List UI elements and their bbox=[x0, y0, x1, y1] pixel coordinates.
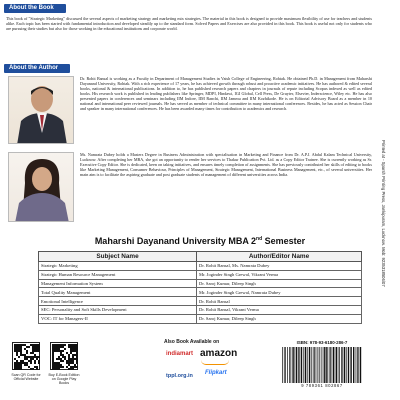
table-header-row bbox=[39, 252, 362, 262]
author2-bio: Ms. Namrata Dubey holds a Masters Degree in Business Administration with specialisation in Marketing and Finance from Dr. A.P.J. Abdul Kalam Technical University, Lucknow. After completing her MBA, she got an opportunity to render her services to Thakur Publication Pvt. Ltd. as a Copy Editor Trainee. She is currently working as Sr. Executive Copy Editor. She is dedicated, keen on taking initiatives, and ensures timely completion of assignments. She has previously contributed her skills of editing to books like Marketing Management, Consumer Behaviour, Principles of Management, Strategic Management, International Business Management, etc., of several universities. Her main aim is to facilitate the aspiring graduate and post graduate students of management of different universities across India. bbox=[80, 152, 372, 178]
table-row bbox=[39, 279, 362, 288]
about-author-heading: About the Author bbox=[4, 64, 70, 73]
about-book-text: This book of "Strategic Marketing" discussed the several aspects of marketing strategy and marketing mix strategies. The material in this book is designed to provide maximum flexibility of use for teachers and students alike. Each topic has been started with fundamental introduction and developed steadily up to the standard form. Solved Papers and Exercises are also provided in this book. This book is useful not only for students who are pursuing their studies but also for those working in the educational institutions and corporate world. bbox=[6, 16, 372, 32]
author-cell: Dr. Rohit Bansal, Vikrant Verma bbox=[197, 305, 362, 314]
barcode-digits: 9 789361 802867 bbox=[301, 383, 343, 388]
flipkart-logo: Flipkart bbox=[205, 370, 227, 376]
subject-cell: Strategic Marketing bbox=[39, 262, 197, 271]
col-subject-name: Subject Name bbox=[39, 252, 197, 262]
also-available-label: Also Book Available on bbox=[164, 339, 220, 345]
barcode-icon bbox=[280, 347, 364, 383]
col-author-editor: Author/Editor Name bbox=[197, 252, 362, 262]
author-cell: Dr. Rohit Bansal, Ms. Namrata Dubey bbox=[197, 262, 362, 271]
author-cell: Mr. Joginder Singh Grewal, Vikrant Verma bbox=[197, 270, 362, 279]
printer-info-vertical: Printed at - Sparsh Printing Press, Jankipuram, Lucknow. Mob: 9235318506/07 bbox=[381, 140, 386, 287]
qr-code-website[interactable] bbox=[12, 342, 40, 370]
subject-cell: Strategic Human Resource Management bbox=[39, 270, 197, 279]
table-row bbox=[39, 305, 362, 314]
back-cover-footer bbox=[0, 338, 400, 400]
author-cell: Dr. Saroj Kumar, Dileep Singh bbox=[197, 279, 362, 288]
subject-cell: Total Quality Management bbox=[39, 288, 197, 297]
amazon-smile-icon bbox=[201, 360, 229, 365]
about-book-heading: About the Book bbox=[4, 4, 66, 13]
table-row bbox=[39, 297, 362, 306]
author-cell: Mr. Joginder Singh Grewal, Namrata Dubey bbox=[197, 288, 362, 297]
author-photo-namrata-dubey bbox=[8, 152, 74, 222]
tppl-website-link[interactable]: tppl.org.in bbox=[166, 373, 193, 379]
author1-bio: Dr. Rohit Bansal is working as a Faculty in Department of Management Studies in Vaish College of Engineering, Rohtak. He obtained Ph.D. in Management from Maharshi Dayanand University, Rohtak. With a rich experience of 17 years, he has achieved growth through robust and proactive academic initiatives. He has authored & edited several books, national & international publications. In addition to, he has published research papers and chapters in journals of repute including Scopus indexed as well as edited books. His research work is published in leading publishers like Springer, MDPI, Hindawi, IGI Global, Cell Press, De Gruyter, Elsevier, Inderscience, Wiley etc. He has also presented papers in conferences and seminars including IIM Indore, IIM Ranchi, IIM Jammu and IIM Kozhikode. He is on Editorial Advisory Board as a member in 10 national and international peer reviewed journals. He has served as member of technical committee in many international conferences. Besides, he has acted as Session Chair and speaker in many international conferences. He has been awarded many times for contribution to academics and research. bbox=[80, 76, 372, 112]
table-row bbox=[39, 314, 362, 323]
isbn-barcode-block bbox=[274, 340, 370, 390]
subject-cell: SEC: Personality and Soft Skills Development bbox=[39, 305, 197, 314]
qr-google-play-caption: Buy E-Book Edition on Google Play Books bbox=[48, 373, 80, 386]
isbn-number: ISBN: 978-93-6180-286-7 bbox=[296, 340, 348, 345]
subject-cell: Emotional Intelligence bbox=[39, 297, 197, 306]
amazon-logo: amazon bbox=[200, 348, 238, 359]
syllabus-title: Maharshi Dayanand University MBA 2nd Semester bbox=[94, 236, 306, 246]
subject-cell: Management Information System bbox=[39, 279, 197, 288]
author-photo-rohit-bansal bbox=[8, 76, 74, 144]
table-row bbox=[39, 288, 362, 297]
author-cell: Dr. Rohit Bansal bbox=[197, 297, 362, 306]
qr-code-google-play[interactable] bbox=[50, 342, 78, 370]
author-cell: Dr. Saroj Kumar, Dileep Singh bbox=[197, 314, 362, 323]
table-row bbox=[39, 262, 362, 271]
table-row bbox=[39, 270, 362, 279]
subject-cell: VOC: IT for Managers-II bbox=[39, 314, 197, 323]
indiamart-logo: indiamart bbox=[166, 351, 194, 357]
syllabus-table bbox=[38, 251, 362, 324]
qr-website-caption: Scan QR Code for Official Website bbox=[11, 373, 41, 382]
